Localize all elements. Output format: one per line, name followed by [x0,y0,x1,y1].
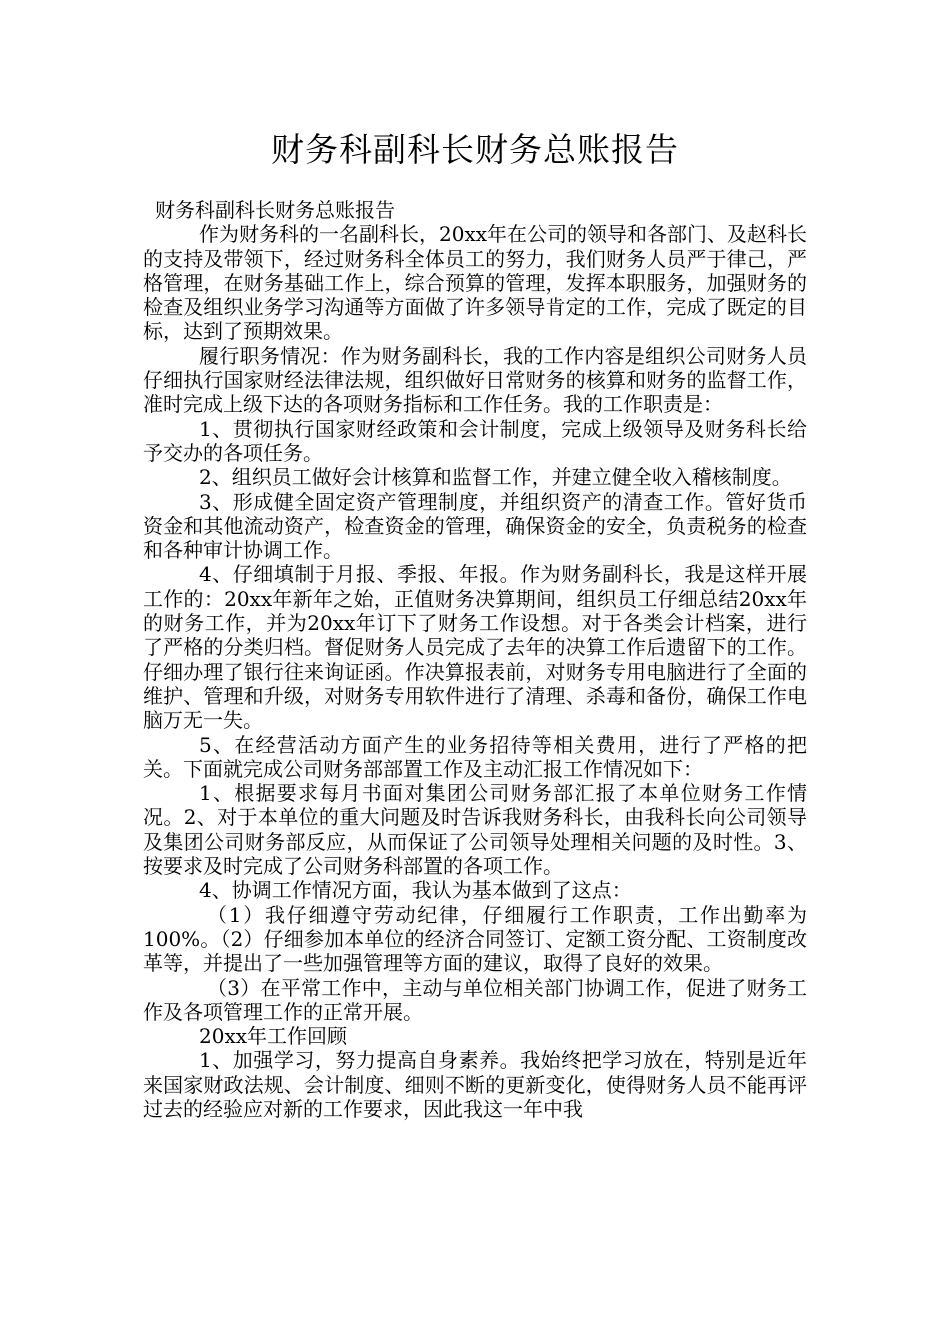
paragraph-duties: 履行职务情况：作为财务副科长，我的工作内容是组织公司财务人员仔细执行国家财经法律法规，组织做好日常财务的核算和财务的监督工作，准时完成上级下达的各项财务指标和工作任务。我的工作职责是： [143,343,807,417]
paragraph-report-items: 1、根据要求每月书面对集团公司财务部汇报了本单位财务工作情况。2、对于本单位的重大问题及时告诉我财务科长，由我科长向公司领导及集团公司财务部反应，从而保证了公司领导处理相关问题的及时性。3、按要求及时完成了公司财务科部置的各项工作。 [143,781,807,879]
paragraph-duty-4: 4、仔细填制于月报、季报、年报。作为财务副科长，我是这样开展工作的：20xx年新年之始，正值财务决算期间，组织员工仔细总结20xx年的财务工作，并为20xx年订下了财务工作设想。对于各类会计档案，进行了严格的分类归档。督促财务人员完成了去年的决算工作后遗留下的工作。仔细办理了银行往来询证函。作决算报表前，对财务专用电脑进行了全面的维护、管理和升级，对财务专用软件进行了清理、杀毒和备份，确保工作电脑万无一失。 [143,562,807,733]
document-title: 财务科副科长财务总账报告 [271,130,679,169]
paragraph-coordination: 4、协调工作情况方面，我认为基本做到了这点： [199,878,632,903]
section-heading-review: 20xx年工作回顾 [199,1024,348,1049]
paragraph-duty-1: 1、贯彻执行国家财经政策和会计制度，完成上级领导及财务科长给予交办的各项任务。 [143,416,807,465]
paragraph-duty-3: 3、形成健全固定资产管理制度，并组织资产的清查工作。管好货币资金和其他流动资产，检查资金的管理，确保资金的安全，负责税务的检查和各种审计协调工作。 [143,489,807,563]
paragraph-duty-2: 2、组织员工做好会计核算和监督工作，并建立健全收入稽核制度。 [199,465,792,490]
paragraph-coordination-1-2: （1）我仔细遵守劳动纪律，仔细履行工作职责，工作出勤率为100%。（2）仔细参加本单位的经济合同签订、定额工资分配、工资制度改革等，并提出了一些加强管理等方面的建议，取得了良好的效果。 [143,902,807,976]
body-subheading: 财务科副科长财务总账报告 [155,198,395,222]
paragraph-intro: 作为财务科的一名副科长，20xx年在公司的领导和各部门、及赵科长的支持及带领下，经过财务科全体员工的努力，我们财务人员严于律己，严格管理，在财务基础工作上，综合预算的管理，发挥本职服务，加强财务的检查及组织业务学习沟通等方面做了许多领导肯定的工作，完成了既定的目标，达到了预期效果。 [143,222,808,344]
paragraph-duty-5: 5、在经营活动方面产生的业务招待等相关费用，进行了严格的把关。下面就完成公司财务部部置工作及主动汇报工作情况如下： [143,732,807,781]
document-body [143,198,807,1121]
paragraph-coordination-3: （3）在平常工作中，主动与单位相关部门协调工作，促进了财务工作及各项管理工作的正常开展。 [143,975,807,1024]
paragraph-review-1: 1、加强学习，努力提高自身素养。我始终把学习放在，特别是近年来国家财政法规、会计制度、细则不断的更新变化，使得财务人员不能再评过去的经验应对新的工作要求，因此我这一年中我 [143,1048,807,1121]
